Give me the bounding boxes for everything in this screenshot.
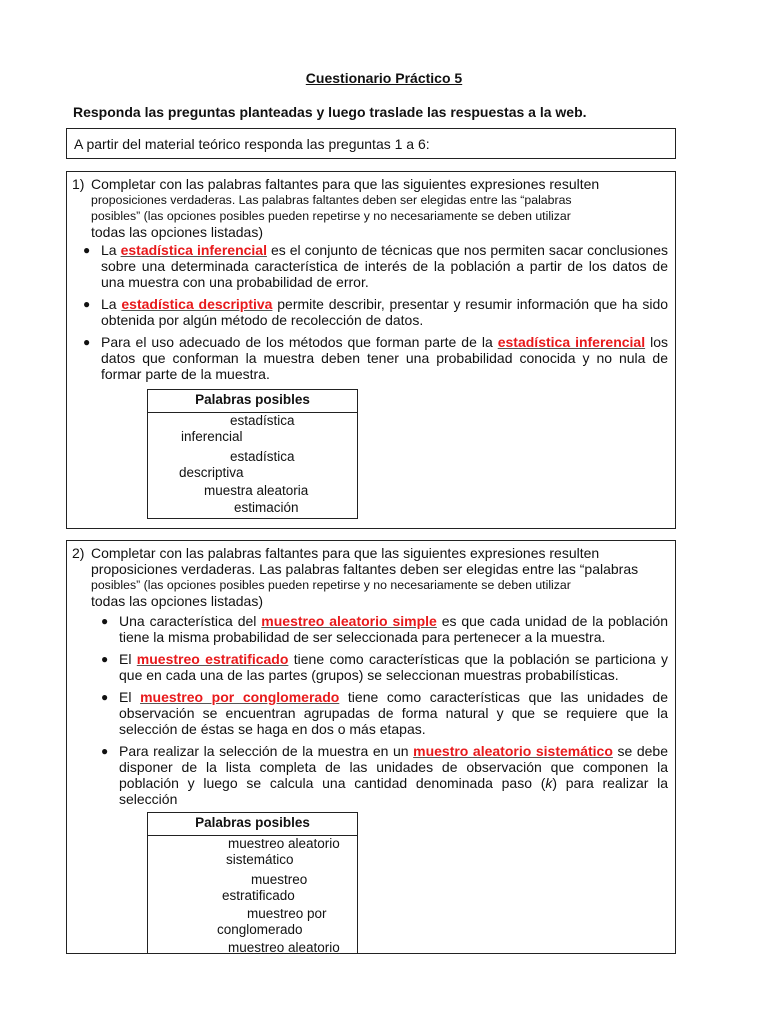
- answer-muestreo-aleatorio-simple: muestreo aleatorio simple: [261, 613, 437, 629]
- instructions-heading: Responda las preguntas planteadas y luego traslade las respuestas a la web.: [73, 104, 587, 120]
- option-muestra-aleatoria: muestra aleatoria: [204, 483, 309, 498]
- option-muestreo-por-conglomerado: muestreo por: [247, 906, 327, 921]
- option-muestreo-aleatorio-sistematico-cont: sistemático: [226, 852, 294, 867]
- question-2-bullet-3: ● El muestreo por conglomerado tiene como características que las unidades de observación se encuentran agrupadas de forma natural y que se requiere que la selección de éstas se haga en dos o más etapas.: [101, 689, 669, 737]
- question-2-line-4: todas las opciones listadas): [91, 593, 263, 609]
- possible-words-table-2: [147, 812, 358, 954]
- answer-muestro-aleatorio-sistematico: muestro aleatorio sistemático: [413, 743, 613, 759]
- bullet-dot-icon: ●: [101, 690, 109, 704]
- option-estadistica-inferencial-cont: inferencial: [181, 429, 243, 444]
- question-1-bullet-3: ● Para el uso adecuado de los métodos que forman parte de la estadística inferencial los datos que conforman la muestra deben tener una probabilidad conocida y no nula de formar parte de la muestra.: [83, 334, 668, 382]
- bullet-dot-icon: ●: [83, 297, 91, 311]
- question-1-box: [66, 171, 676, 529]
- bullet-dot-icon: ●: [101, 652, 109, 666]
- answer-muestreo-estratificado: muestreo estratificado: [136, 651, 289, 667]
- question-1-number: 1): [72, 176, 85, 192]
- answer-estadistica-inferencial: estadística inferencial: [120, 242, 267, 258]
- bullet-dot-icon: ●: [101, 744, 109, 758]
- option-muestreo-por-conglomerado-cont: conglomerado: [217, 922, 303, 937]
- answer-estadistica-inferencial-2: estadística inferencial: [497, 334, 646, 350]
- question-2-bullet-2: ● El muestreo estratificado tiene como características que la población se particiona y que en cada una de las partes (grupos) se seleccionan muestras probabilísticas.: [101, 651, 668, 683]
- possible-words-table-1: [147, 389, 358, 519]
- question-2-line-2: proposiciones verdaderas. Las palabras faltantes deben ser elegidas entre las “palabras: [91, 561, 639, 577]
- possible-words-header: Palabras posibles: [148, 390, 357, 413]
- question-1-line-3: posibles” (las opciones posibles pueden repetirse y no necesariamente se deben utilizar: [91, 209, 571, 223]
- question-2-line-1: Completar con las palabras faltantes para que las siguientes expresiones resulten: [91, 545, 600, 561]
- question-2-line-3: posibles” (las opciones posibles pueden repetirse y no necesariamente se deben utilizar: [91, 578, 571, 592]
- question-1-bullet-2: ● La estadística descriptiva permite describir, presentar y resumir información que ha sido obtenida por algún método de recolección de datos.: [83, 296, 669, 328]
- question-1-line-4: todas las opciones listadas): [91, 224, 263, 240]
- question-1-statement: [72, 176, 668, 240]
- option-muestreo-estratificado-cont: estratificado: [222, 888, 295, 903]
- question-2-bullets: [101, 613, 669, 813]
- bullet-dot-icon: ●: [83, 243, 91, 257]
- option-muestreo-estratificado: muestreo: [251, 872, 308, 887]
- intro-text: A partir del material teórico responda las preguntas 1 a 6:: [74, 136, 430, 152]
- option-muestreo-aleatorio-sistematico: muestreo aleatorio: [228, 836, 340, 851]
- question-2-bullet-4: ● Para realizar la selección de la muestra en un muestro aleatorio sistemático se debe disponer de la lista completa de las unidades de observación que componen la población y luego se calcula una cantidad denominada paso (k) para realizar la selección: [101, 743, 669, 807]
- question-2-box: [66, 540, 676, 954]
- question-1-bullet-1: ● La estadística inferencial es el conjunto de técnicas que nos permiten sacar conclusiones sobre una determinada característica de interés de la población a partir de los datos de una muestra con una probabilidad de error.: [83, 242, 669, 290]
- question-1-line-1: Completar con las palabras faltantes para que las siguientes expresiones resulten: [91, 176, 600, 192]
- question-1-line-2: proposiciones verdaderas. Las palabras faltantes deben ser elegidas entre las “palabras: [91, 193, 572, 207]
- document-title: Cuestionario Práctico 5: [305, 70, 463, 86]
- option-estadistica-descriptiva: estadística: [230, 449, 295, 464]
- question-2-bullet-1: ● Una característica del muestreo aleatorio simple es que cada unidad de la población tiene la misma probabilidad de ser seleccionada para pertenecer a la muestra.: [101, 613, 668, 645]
- question-2-number: 2): [72, 545, 85, 561]
- question-2-statement: [72, 545, 668, 609]
- bullet-dot-icon: ●: [83, 335, 91, 349]
- option-estadistica-descriptiva-cont: descriptiva: [179, 465, 244, 480]
- option-estimacion: estimación: [234, 500, 299, 515]
- option-muestreo-aleatorio: muestreo aleatorio: [228, 940, 340, 955]
- possible-words-header: Palabras posibles: [148, 813, 357, 836]
- intro-box: [66, 128, 676, 159]
- question-1-bullets: [83, 242, 669, 388]
- answer-muestreo-por-conglomerado: muestreo por conglomerado: [140, 689, 340, 705]
- option-estadistica-inferencial: estadística: [230, 413, 295, 428]
- bullet-dot-icon: ●: [101, 614, 109, 628]
- answer-estadistica-descriptiva: estadística descriptiva: [121, 296, 273, 312]
